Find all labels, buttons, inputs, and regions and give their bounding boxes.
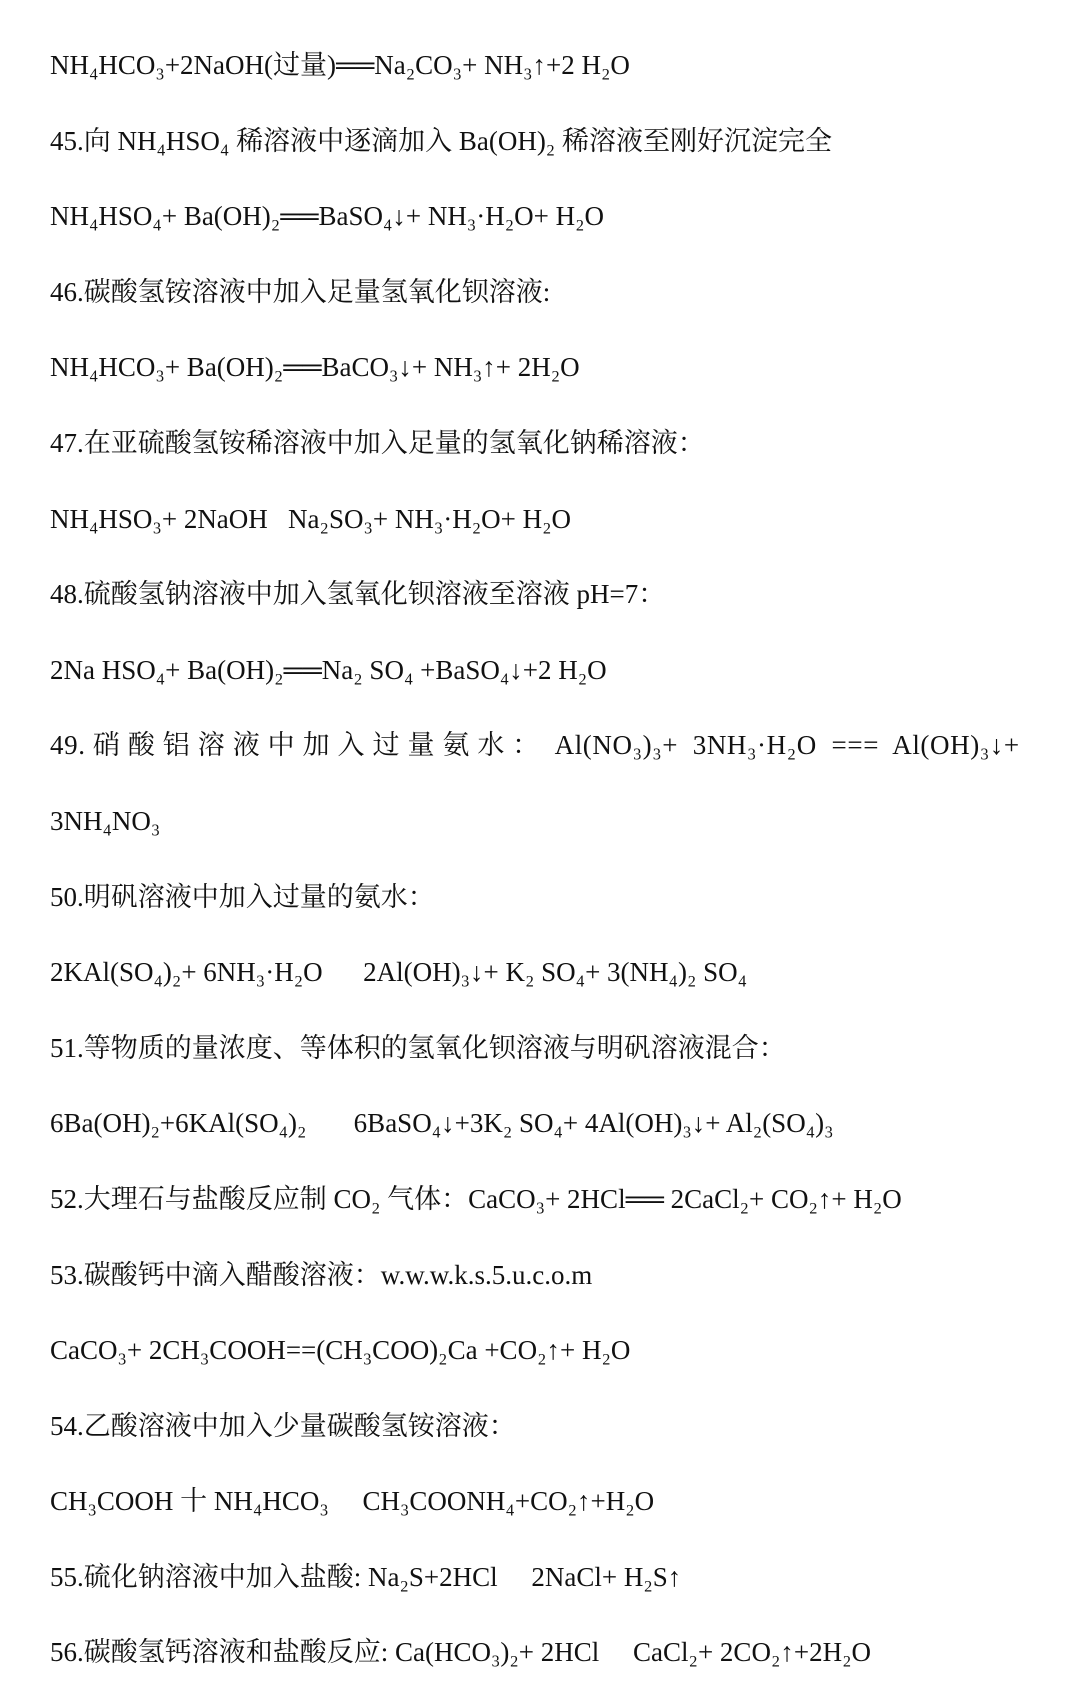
equation-line: NH₄HCO₃+ Ba(OH)₂══BaCO₃↓+ NH₃↑+ 2H₂O [50, 352, 580, 383]
question-line: 53.碳酸钙中滴入醋酸溶液：w.w.w.k.s.5.u.c.o.m [50, 1259, 593, 1290]
equation-line: 6Ba(OH)₂+6KAl(SO₄)₂ 6BaSO₄↓+3K₂ SO₄+ 4Al(OH)₃↓+ Al₂(SO₄)₃ [50, 1108, 834, 1139]
equation-line: NH₄HCO₃+2NaOH(过量)══Na₂CO₃+ NH₃↑+2 H₂O [50, 50, 630, 80]
question-line: 49. 硝 酸 铝 溶 液 中 加 入 过 量 氨 水 ： Al(NO₃)₃+ 3NH₃·H₂O === Al(OH)₃↓+ [50, 730, 1020, 761]
question-line: 47.在亚硫酸氢铵稀溶液中加入足量的氢氧化钠稀溶液： [50, 427, 705, 458]
equation-line: 2KAl(SO₄)₂+ 6NH₃·H₂O 2Al(OH)₃↓+ K₂ SO₄+ 3(NH₄)₂ SO₄ [50, 957, 748, 988]
question-line: 56.碳酸氢钙溶液和盐酸反应: Ca(HCO₃)₂+ 2HCl CaCl₂+ 2CO₂↑+2H₂O [50, 1637, 871, 1668]
equation-line: NH₄HSO₃+ 2NaOH Na₂SO₃+ NH₃·H₂O+ H₂O [50, 503, 572, 534]
equation-line: 3NH₄NO₃ [50, 805, 161, 836]
equation-line: CaCO₃+ 2CH₃COOH==(CH₃COO)₂Ca +CO₂↑+ H₂O [50, 1335, 631, 1366]
question-line: 46.碳酸氢铵溶液中加入足量氢氧化钡溶液: [50, 276, 551, 307]
question-line: 45.向 NH₄HSO₄ 稀溶液中逐滴加入 Ba(OH)₂ 稀溶液至刚好沉淀完全 [50, 125, 832, 156]
equation-line: 2Na HSO₄+ Ba(OH)₂══Na₂ SO₄ +BaSO₄↓+2 H₂O [50, 654, 607, 685]
equation-line: NH₄HSO₄+ Ba(OH)₂══BaSO₄↓+ NH₃·H₂O+ H₂O [50, 201, 605, 232]
question-line: 55.硫化钠溶液中加入盐酸: Na₂S+2HCl 2NaCl+ H₂S↑ [50, 1561, 682, 1592]
question-line: 52.大理石与盐酸反应制 CO₂ 气体：CaCO₃+ 2HCl══ 2CaCl₂+ CO₂↑+ H₂O [50, 1183, 902, 1214]
question-line: 48.硫酸氢钠溶液中加入氢氧化钡溶液至溶液 pH=7： [50, 579, 666, 610]
question-line: 50.明矾溶液中加入过量的氨水： [50, 881, 435, 912]
question-line: 54.乙酸溶液中加入少量碳酸氢铵溶液： [50, 1410, 516, 1441]
equation-line: CH₃COOH 十 NH₄HCO₃ CH₃COONH₄+CO₂↑+H₂O [50, 1486, 655, 1517]
question-line: 51.等物质的量浓度、等体积的氢氧化钡溶液与明矾溶液混合： [50, 1032, 786, 1063]
